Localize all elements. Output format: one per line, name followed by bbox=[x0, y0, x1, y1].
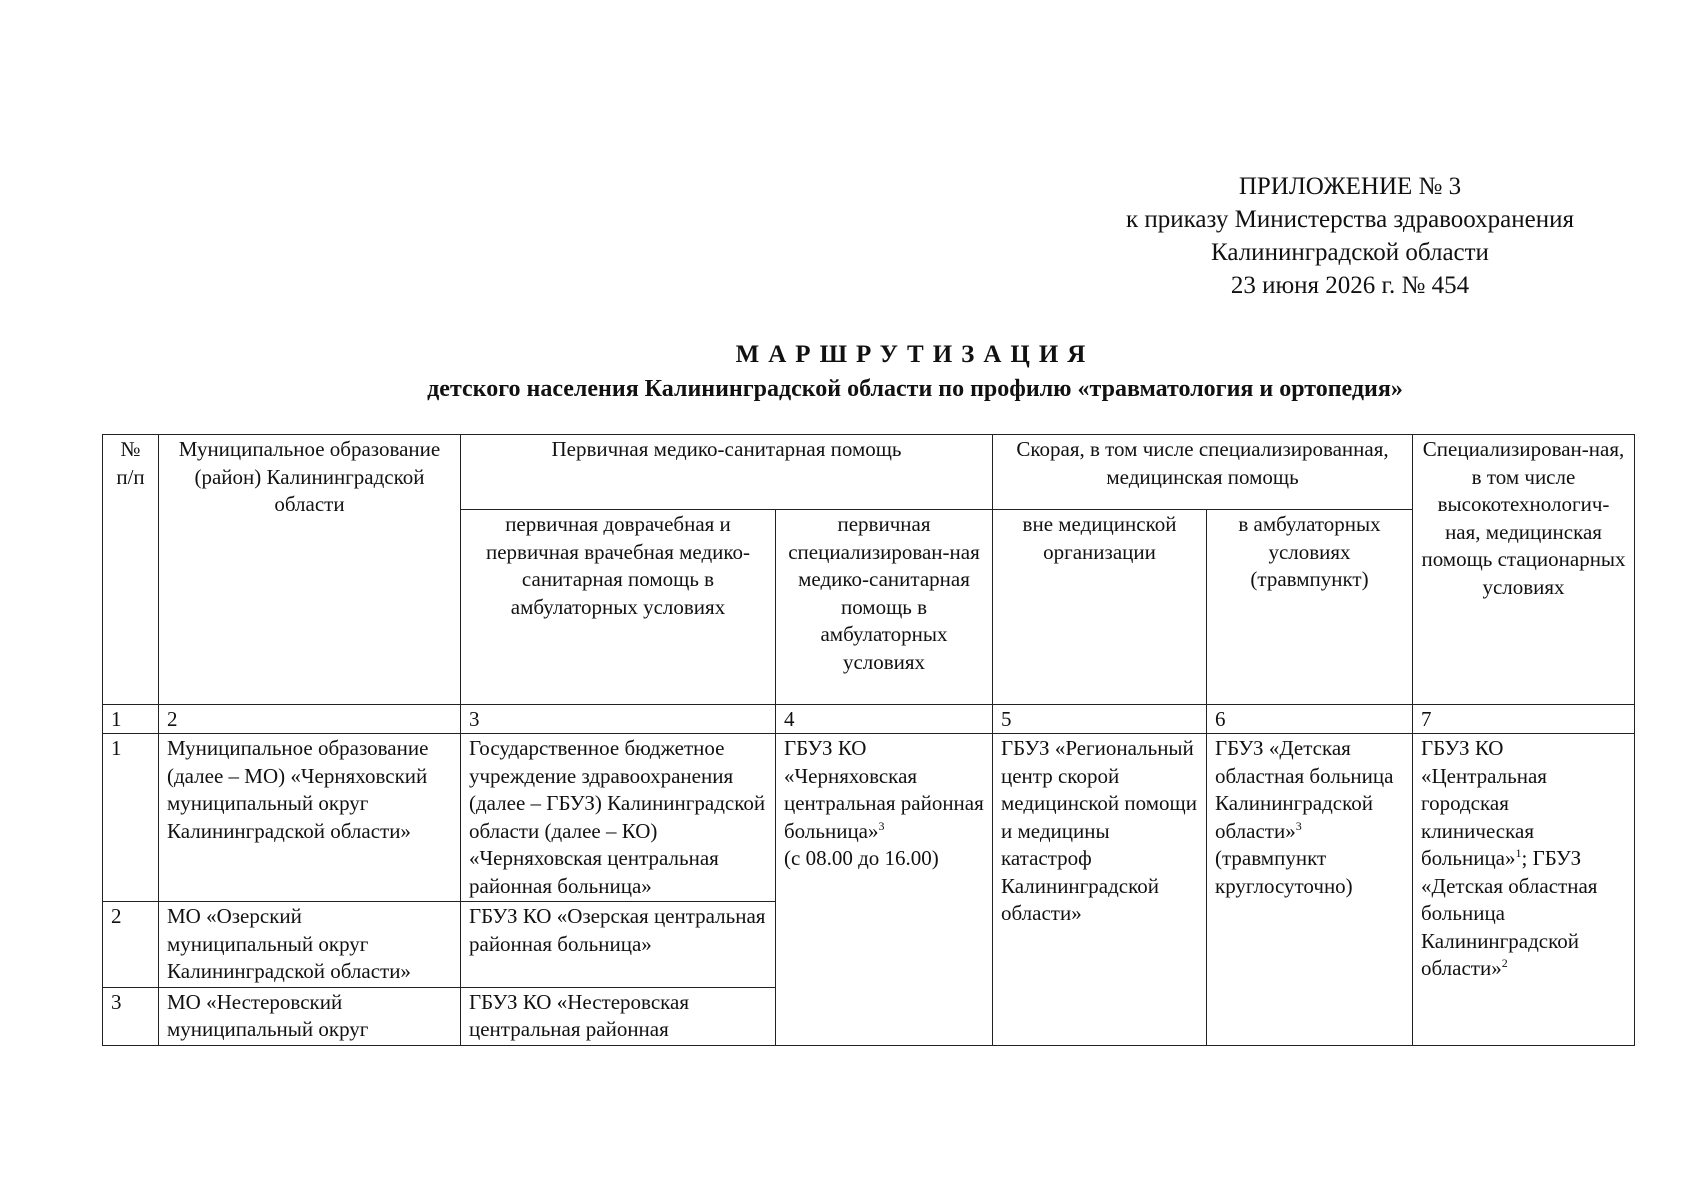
primary-prehospital-cell: Государственное бюджетное учреждение здравоохранения (далее – ГБУЗ) Калининградской области (далее – КО) «Черняховская центральная районная больница» bbox=[461, 734, 776, 902]
column-number: 2 bbox=[159, 705, 461, 734]
column-number: 7 bbox=[1413, 705, 1635, 734]
appendix-region: Калининградской области bbox=[1211, 239, 1489, 266]
header-primary-care: Первичная медико-санитарная помощь bbox=[461, 435, 993, 510]
appendix-date: 23 июня 2026 г. № 454 bbox=[1230, 272, 1470, 299]
specialized-text-2: ; ГБУЗ «Детская областная больница Калининградской области» bbox=[1421, 846, 1598, 980]
title-main: МАРШРУТИЗАЦИЯ bbox=[735, 341, 1095, 368]
header-row-1 bbox=[103, 435, 1635, 510]
header-emergency-care: Скорая, в том числе специализированная, медицинская помощь bbox=[993, 435, 1413, 510]
column-number: 5 bbox=[993, 705, 1207, 734]
specialized-text-1: ГБУЗ КО «Центральная городская клиническая больница» bbox=[1421, 736, 1547, 870]
primary-prehospital-cell: ГБУЗ КО «Нестеровская центральная районная bbox=[461, 987, 776, 1045]
appendix-title: ПРИЛОЖЕНИЕ № 3 bbox=[1238, 173, 1462, 200]
footnote-marker: 1 bbox=[1515, 846, 1522, 860]
routing-table bbox=[102, 434, 1635, 1046]
emergency-outside-cell: ГБУЗ «Региональный центр скорой медицинской помощи и медицины катастроф Калининградской области» bbox=[993, 734, 1207, 1046]
row-number: 2 bbox=[103, 902, 159, 988]
title-subtitle: детского населения Калининградской области по профилю «травматология и ортопедия» bbox=[427, 376, 1403, 402]
column-number-row bbox=[103, 705, 1635, 734]
header-municipality: Муниципальное образование (район) Калининградской области bbox=[159, 435, 461, 705]
column-number: 4 bbox=[776, 705, 993, 734]
emergency-ambulatory-text: ГБУЗ «Детская областная больница Калининградской области» bbox=[1215, 736, 1394, 843]
municipality-cell: МО «Нестеровский муниципальный округ bbox=[159, 987, 461, 1045]
row-number: 1 bbox=[103, 734, 159, 902]
header-primary-specialized: первичная специализирован-ная медико-санитарная помощь в амбулаторных условиях bbox=[776, 510, 993, 705]
column-number: 3 bbox=[461, 705, 776, 734]
column-number: 6 bbox=[1207, 705, 1413, 734]
header-emergency-ambulatory: в амбулаторных условиях (травмпункт) bbox=[1207, 510, 1413, 705]
column-number: 1 bbox=[103, 705, 159, 734]
emergency-ambulatory-hours: (травмпункт круглосуточно) bbox=[1215, 846, 1353, 898]
primary-prehospital-cell: ГБУЗ КО «Озерская центральная районная больница» bbox=[461, 902, 776, 988]
appendix-block bbox=[1050, 170, 1650, 302]
footnote-marker: 2 bbox=[1501, 956, 1508, 970]
document-title bbox=[0, 338, 1697, 406]
footnote-marker: 3 bbox=[878, 818, 885, 833]
header-num: № п/п bbox=[103, 435, 159, 705]
primary-specialized-hours: (с 08.00 до 16.00) bbox=[784, 846, 939, 870]
row-number: 3 bbox=[103, 987, 159, 1045]
table-row bbox=[103, 734, 1635, 902]
emergency-ambulatory-cell bbox=[1207, 734, 1413, 1046]
specialized-care-cell bbox=[1413, 734, 1635, 1046]
primary-specialized-text: ГБУЗ КО «Черняховская центральная районная больница» bbox=[784, 736, 984, 843]
municipality-cell: МО «Озерский муниципальный округ Калининградской области» bbox=[159, 902, 461, 988]
appendix-order: к приказу Министерства здравоохранения bbox=[1125, 206, 1575, 233]
primary-specialized-cell bbox=[776, 734, 993, 1046]
header-specialized-care: Специализирован-ная, в том числе высокотехнологич-ная, медицинская помощь стационарных условиях bbox=[1413, 435, 1635, 705]
header-emergency-outside: вне медицинской организации bbox=[993, 510, 1207, 705]
footnote-marker: 3 bbox=[1295, 818, 1302, 833]
municipality-cell: Муниципальное образование (далее – МО) «Черняховский муниципальный округ Калининградской области» bbox=[159, 734, 461, 902]
header-primary-prehospital: первичная доврачебная и первичная врачебная медико-санитарная помощь в амбулаторных условиях bbox=[461, 510, 776, 705]
